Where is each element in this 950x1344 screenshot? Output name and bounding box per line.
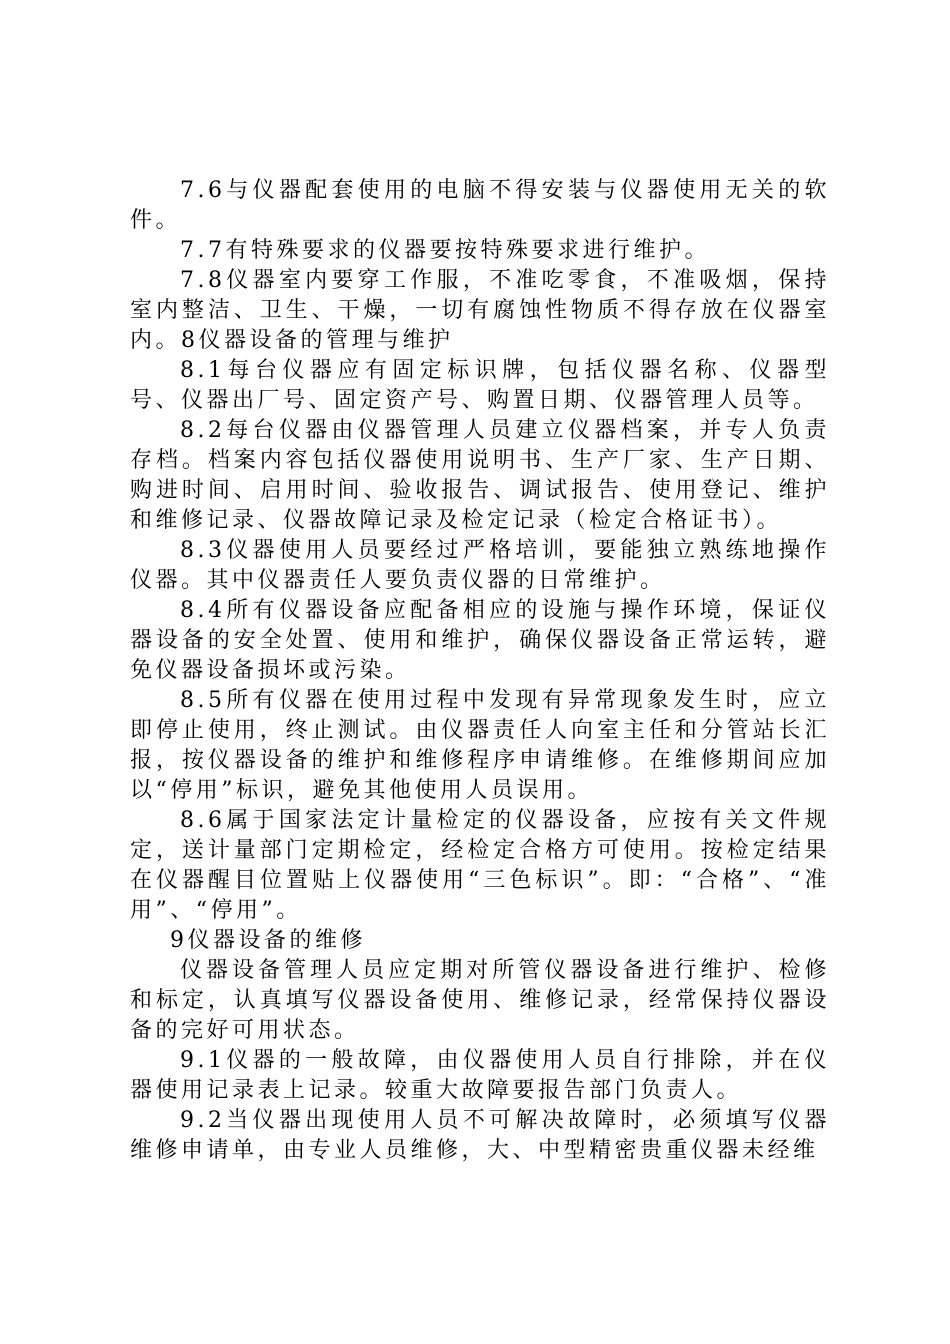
paragraph-9-2: 9.2当仪器出现使用人员不可解决故障时，必须填写仪器维修申请单，由专业人员维修，大、中型精密贵重仪器未经维 [130,1108,830,1163]
paragraph-8-4: 8.4所有仪器设备应配备相应的设施与操作环境，保证仪器设备的安全处置、使用和维护，确保仪器设备正常运转，避免仪器设备损坏或污染。 [130,598,830,683]
paragraph-8-6: 8.6属于国家法定计量检定的仪器设备，应按有关文件规定，送计量部门定期检定，经检定合格方可使用。按检定结果在仪器醒目位置贴上仪器使用“三色标识”。即：“合格”、“准用”、“停用”。 [130,808,830,923]
paragraph-8-5: 8.5所有仪器在使用过程中发现有异常现象发生时，应立即停止使用，终止测试。由仪器责任人向室主任和分管站长汇报，按仪器设备的维护和维修程序申请维修。在维修期间应加以“停用”标识，避免其他使用人员误用。 [130,688,830,803]
paragraph-7-7: 7.7有特殊要求的仪器要按特殊要求进行维护。 [180,238,710,263]
paragraph-8-1: 8.1每台仪器应有固定标识牌，包括仪器名称、仪器型号、仪器出厂号、固定资产号、购置日期、仪器管理人员等。 [130,358,830,413]
paragraph-7-8: 7.8仪器室内要穿工作服，不准吃零食，不准吸烟，保持室内整洁、卫生、干燥，一切有腐蚀性物质不得存放在仪器室内。8仪器设备的管理与维护 [130,268,830,353]
section-heading-9: 9仪器设备的维修 [170,928,366,953]
paragraph-8-2: 8.2每台仪器由仪器管理人员建立仪器档案，并专人负责存档。档案内容包括仪器使用说明书、生产厂家、生产日期、购进时间、启用时间、验收报告、调试报告、使用登记、维护和维修记录、仪器故障记录及检定记录（检定合格证书）。 [130,418,830,533]
paragraph-7-6: 7.6与仪器配套使用的电脑不得安装与仪器使用无关的软件。 [130,178,830,233]
document-page [130,176,830,1166]
paragraph-8-3: 8.3仪器使用人员要经过严格培训，要能独立熟练地操作仪器。其中仪器责任人要负责仪器的日常维护。 [130,538,830,593]
paragraph-9-1: 9.1仪器的一般故障，由仪器使用人员自行排除，并在仪器使用记录表上记录。较重大故障要报告部门负责人。 [130,1048,830,1103]
paragraph-9-intro: 仪器设备管理人员应定期对所管仪器设备进行维护、检修和标定，认真填写仪器设备使用、维修记录，经常保持仪器设备的完好可用状态。 [130,958,830,1043]
